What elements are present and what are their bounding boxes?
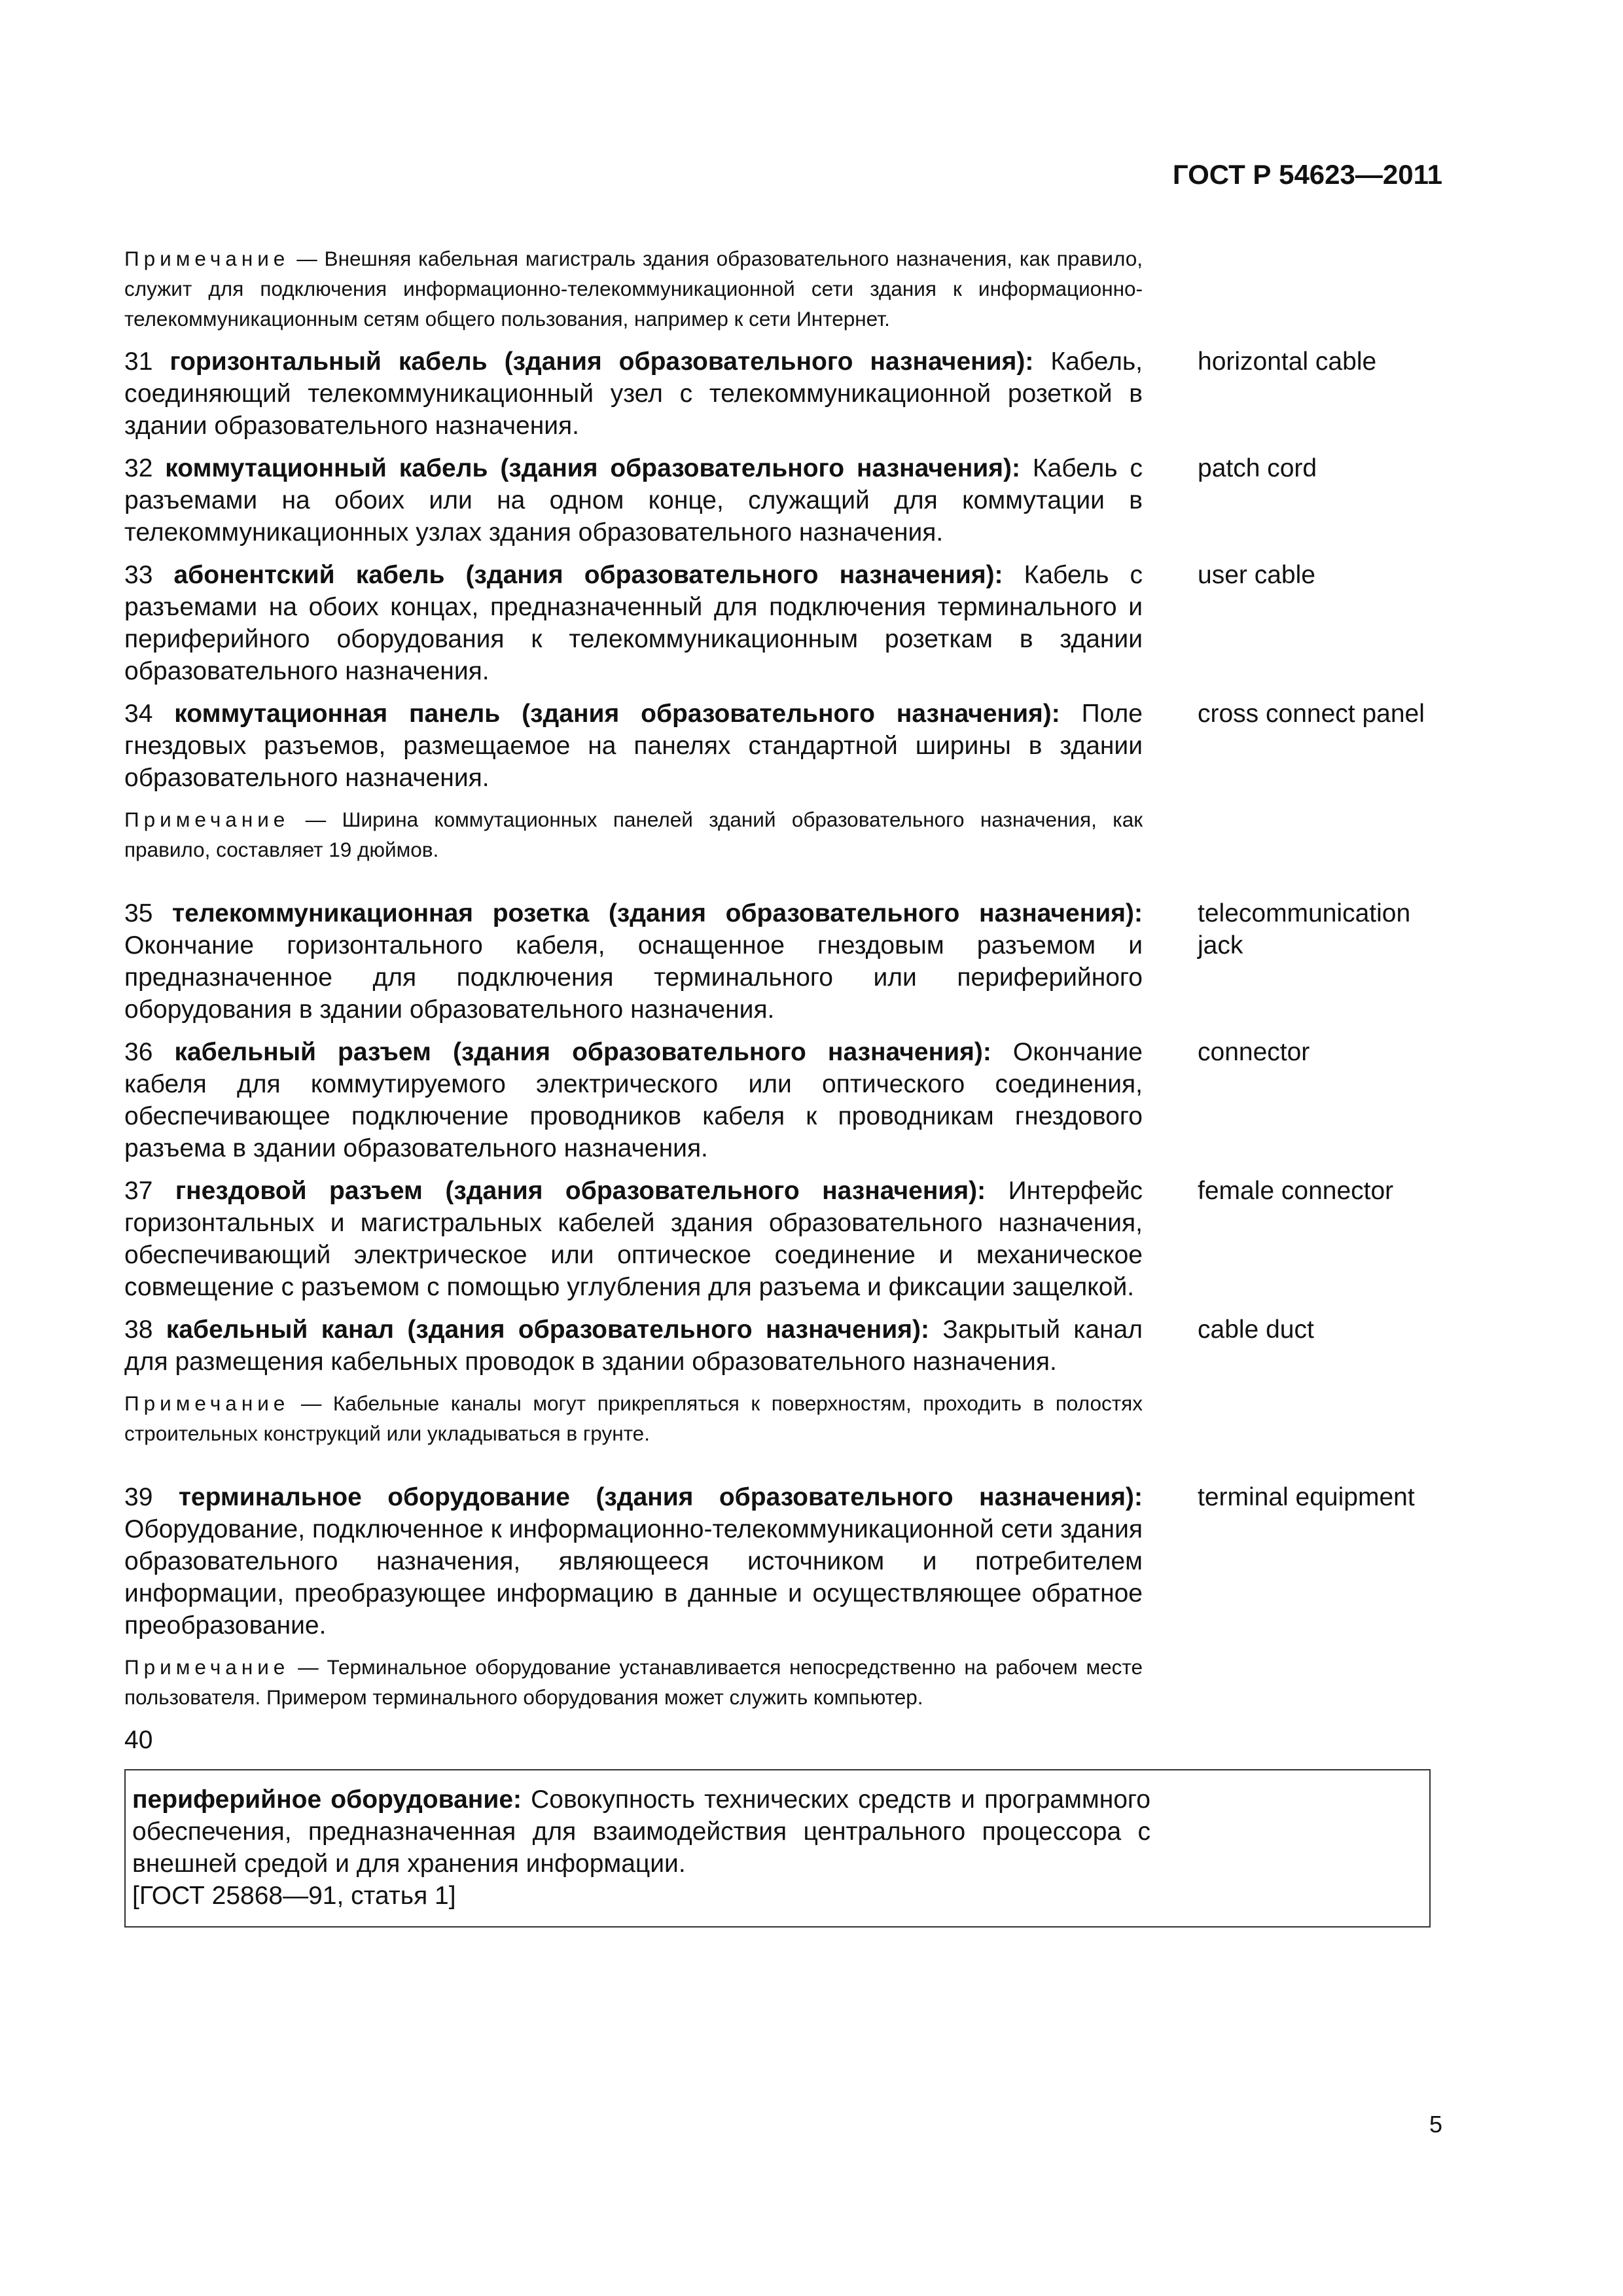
note-39 bbox=[124, 1652, 1143, 1712]
term-english: cross connect panel bbox=[1198, 700, 1425, 728]
term-english: female connector bbox=[1198, 1177, 1394, 1205]
note-38 bbox=[124, 1388, 1143, 1448]
term-definition: Интерфейс горизонтальных и магистральных кабелей здания образовательного назначения, обеспечивающий электрическое или оптическое соединение и механическое совмещение с разъемом с помощью углубления для разъема и фиксации защелкой. bbox=[124, 1177, 1143, 1301]
term-english: patch cord bbox=[1198, 454, 1317, 482]
definition-box bbox=[124, 1769, 1431, 1928]
term-heading: телекоммуникационная розетка (здания образовательного назначения): bbox=[172, 899, 1143, 927]
term-37 bbox=[124, 1175, 1446, 1303]
term-english: cable duct bbox=[1198, 1316, 1314, 1344]
term-definition: Окончание кабеля для коммутируемого электрического или оптического соединения, обеспечивающее подключение проводников кабеля к проводникам гнездового разъема в здании образовательного назначения. bbox=[124, 1038, 1143, 1162]
term-number: 36 bbox=[124, 1038, 153, 1066]
term-english: user cable bbox=[1198, 561, 1315, 589]
term-definition: Кабель с разъемами на обоих концах, предназначенный для подключения терминального и периферийного оборудования к телекоммуникационным розеткам в здании образовательного назначения. bbox=[124, 561, 1143, 685]
term-number: 39 bbox=[124, 1483, 153, 1511]
term-heading: коммутационная панель (здания образовательного назначения): bbox=[174, 700, 1060, 728]
note-text: — Внешняя кабельная магистраль здания образовательного назначения, как правило, служит для подключения информационно-телекоммуникационной сети здания к информационно-телекоммуникационным сетям общего пользования, например к сети Интернет. bbox=[124, 247, 1143, 331]
term-definition: Кабель, соединяющий телекоммуникационный узел с телекоммуникационной розеткой в здании образовательного назначения. bbox=[124, 348, 1143, 440]
term-heading: кабельный разъем (здания образовательного назначения): bbox=[174, 1038, 991, 1066]
term-heading: абонентский кабель (здания образовательного назначения): bbox=[173, 561, 1003, 589]
term-number: 38 bbox=[124, 1316, 153, 1344]
term-definition: Закрытый канал для размещения кабельных проводок в здании образовательного назначения. bbox=[124, 1316, 1143, 1376]
note-label: Примечание bbox=[124, 1655, 290, 1679]
term-number: 37 bbox=[124, 1177, 153, 1205]
term-definition: Окончание горизонтального кабеля, оснащенное гнездовым разъемом и предназначенное для подключения терминального или периферийного оборудования в здании образовательного назначения. bbox=[124, 931, 1143, 1024]
term-english: connector bbox=[1198, 1038, 1310, 1066]
term-heading: коммутационный кабель (здания образовательного назначения): bbox=[165, 454, 1020, 482]
term-heading: кабельный канал (здания образовательного назначения): bbox=[166, 1316, 929, 1344]
definition-reference: [ГОСТ 25868—91, статья 1] bbox=[132, 1882, 456, 1910]
note-34 bbox=[124, 804, 1143, 865]
term-number-40: 40 bbox=[124, 1726, 153, 1754]
term-38 bbox=[124, 1314, 1446, 1378]
term-number: 34 bbox=[124, 700, 153, 728]
definition-heading: периферийное оборудование: bbox=[132, 1785, 522, 1814]
term-heading: горизонтальный кабель (здания образовательного назначения): bbox=[169, 348, 1034, 376]
page-number: 5 bbox=[1429, 2111, 1442, 2138]
term-32 bbox=[124, 452, 1446, 548]
term-33 bbox=[124, 559, 1446, 687]
term-heading: терминальное оборудование (здания образовательного назначения): bbox=[178, 1483, 1143, 1511]
term-36 bbox=[124, 1036, 1446, 1164]
term-number: 32 bbox=[124, 454, 153, 482]
term-definition: Кабель с разъемами на обоих или на одном конце, служащий для коммутации в телекоммуникационных узлах здания образовательного назначения. bbox=[124, 454, 1143, 547]
term-35 bbox=[124, 897, 1446, 1026]
term-english: telecommunication jack bbox=[1198, 899, 1411, 960]
note-label: Примечание bbox=[124, 1391, 290, 1415]
term-english: horizontal cable bbox=[1198, 348, 1377, 376]
term-31 bbox=[124, 346, 1446, 442]
note-label: Примечание bbox=[124, 808, 290, 831]
note-text: — Кабельные каналы могут прикрепляться к поверхностям, проходить в полостях строительных конструкций или укладываться в грунте. bbox=[124, 1391, 1143, 1445]
note-top bbox=[124, 243, 1143, 334]
term-definition: Оборудование, подключенное к информационно-телекоммуникационной сети здания образовательного назначения, являющееся источником и потребителем информации, преобразующее информацию в данные и осуществляющее обратное преобразование. bbox=[124, 1515, 1143, 1640]
document-body bbox=[124, 243, 1446, 1928]
term-39 bbox=[124, 1481, 1446, 1641]
term-heading: гнездовой разъем (здания образовательного назначения): bbox=[175, 1177, 986, 1205]
note-text: — Терминальное оборудование устанавливается непосредственно на рабочем месте пользователя. Примером терминального оборудования может служить компьютер. bbox=[124, 1655, 1143, 1709]
term-number: 31 bbox=[124, 348, 153, 376]
term-number: 33 bbox=[124, 561, 153, 589]
term-english: terminal equipment bbox=[1198, 1483, 1415, 1511]
term-34 bbox=[124, 698, 1446, 794]
term-number: 35 bbox=[124, 899, 153, 927]
definition-text: Совокупность технических средств и программного обеспечения, предназначенная для взаимодействия центрального процессора с внешней средой и для хранения информации. bbox=[132, 1785, 1150, 1878]
note-text: — Ширина коммутационных панелей зданий образовательного назначения, как правило, составляет 19 дюймов. bbox=[124, 808, 1143, 861]
document-header: ГОСТ Р 54623—2011 bbox=[1172, 159, 1442, 190]
note-label: Примечание bbox=[124, 247, 290, 270]
term-definition: Поле гнездовых разъемов, размещаемое на панелях стандартной ширины в здании образовательного назначения. bbox=[124, 700, 1143, 792]
